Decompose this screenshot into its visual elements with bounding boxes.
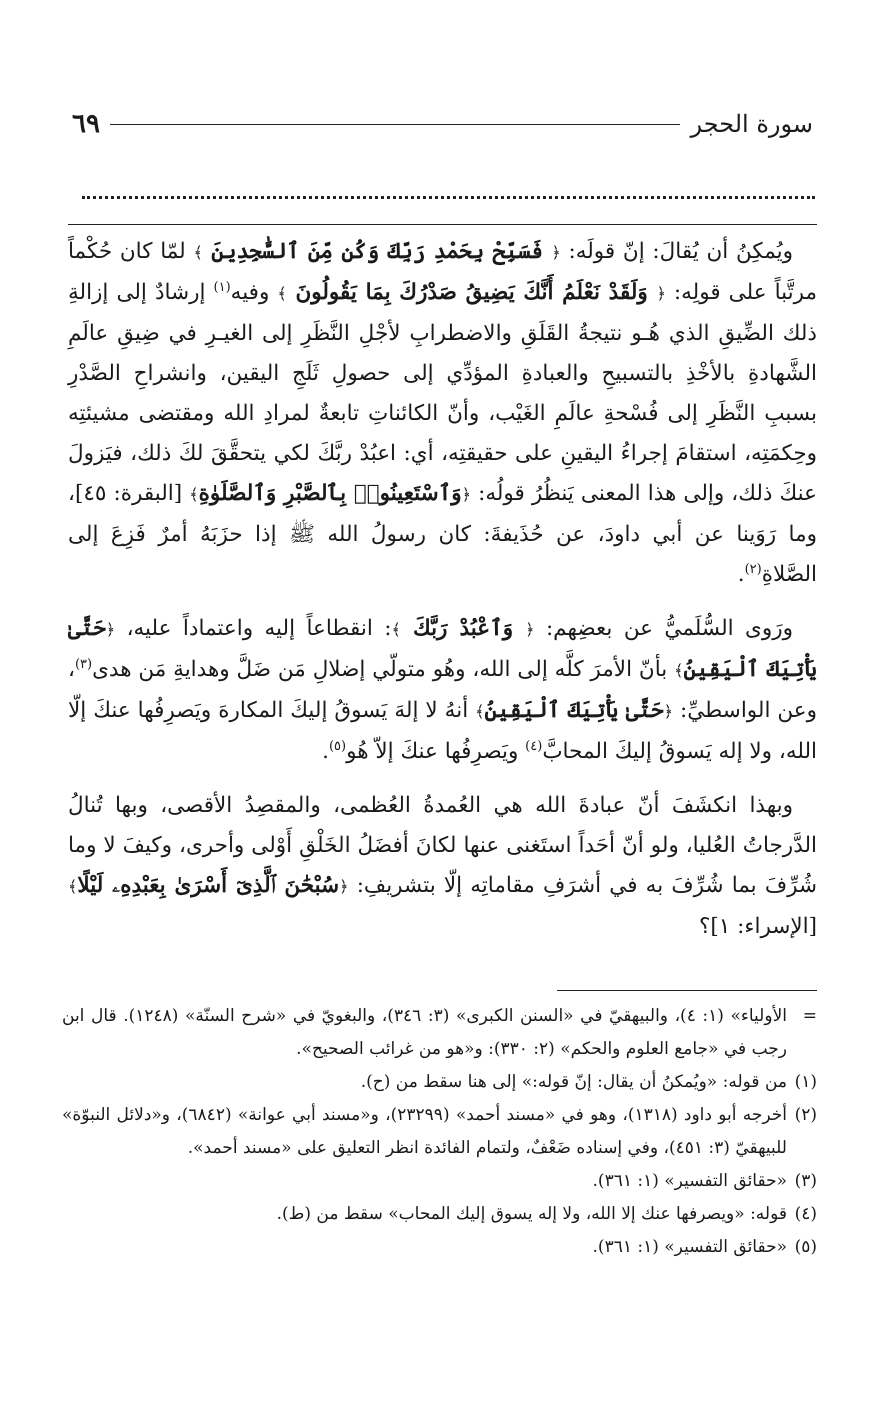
text-run: بأنّ الأمرَ كلَّه إلى الله، وهُو متولّي إضلالِ مَن ضَلَّ وهدايةِ مَن هدى — [92, 657, 675, 682]
quran-verse: حَتَّىٰ يَأْتِيَكَ ٱلْيَقِينُ — [484, 698, 664, 723]
footnote-text: قوله: «ويصرفها عنك إلا الله، ولا إله يسوق إليك المحاب» سقط من (ط). — [276, 1204, 787, 1224]
ornate-bracket: ﴿ — [525, 620, 535, 639]
text-run: إرشادٌ إلى إزالةِ ذلك الضِّيقِ الذي هُـو نتيجةُ القَلَقِ والاضطرابِ لأجْلِ النَّظَرِ إلى الغيـرِ في ضِيقِ عالَمِ الشَّهادةِ بالأخْذِ بالتسبيحِ والعبادةِ المؤدِّي إلى حصولِ ثَلَجِ اليقين، وانشراحِ الصَّدْرِ بسببِ النَّظَرِ إلى فُسْحةِ عالَمِ الغَيْب، وأنّ الكائناتِ تابعةٌ لمرادِ الله ومقتضى مشيئتِه وحِكمَتِه، استقامَ إجراءُ اليقينِ على حقيقتِه، أي: اعبُدْ ربَّكَ لكي يتحقَّقَ لكَ ذلك، فيَزولَ عنكَ ذلك، وإلى هذا المعنى يَنظُرُ قولُه: — [68, 280, 817, 506]
paragraph — [68, 609, 817, 772]
text-run: ويَصرِفُها عنكَ إلاّ هُو — [346, 739, 526, 764]
footnote-number: (٣) — [794, 1171, 817, 1191]
footnote — [62, 1066, 817, 1099]
footnote — [62, 1198, 817, 1231]
footnote-number: (١) — [794, 1072, 817, 1092]
quran-verse: فَسَبِّحْ بِحَمْدِ رَبِّكَ وَكُن مِّنَ ٱلسَّٰجِدِينَ — [202, 239, 552, 264]
footnote-reference: (٢) — [744, 561, 762, 577]
quran-verse: وَلَقَدْ نَعْلَمُ أَنَّكَ يَضِيقُ صَدْرُكَ بِمَا يَقُولُونَ — [286, 280, 657, 305]
ornate-bracket: ﴾ — [189, 485, 199, 504]
ornate-bracket: ﴾ — [68, 877, 78, 896]
ornate-bracket: ﴾ — [391, 620, 401, 639]
header-rule — [110, 124, 681, 125]
page-number: ٦٩ — [72, 109, 100, 139]
text-run: . — [737, 562, 745, 587]
footnote-reference: (٤) — [525, 738, 543, 754]
text-run: ورَوى السُّلَميُّ عن بعضِهم: — [534, 616, 793, 641]
footnote-number: (٥) — [794, 1237, 817, 1257]
surah-title: سورة الحجر — [690, 110, 813, 138]
quran-verse: سُبْحَٰنَ ٱلَّذِىٓ أَسْرَىٰ بِعَبْدِهِۦ لَيْلًا — [77, 873, 340, 898]
footnote-text: «حقائق التفسير» (١: ٣٦١). — [592, 1237, 787, 1257]
footnote-text: «حقائق التفسير» (١: ٣٦١). — [592, 1171, 787, 1191]
footnote — [62, 1231, 817, 1264]
footnote-text: من قوله: «ويُمكنُ أن يقال: إنّ قوله:» إلى هنا سقط من (ح). — [360, 1072, 787, 1092]
text-run: [الإسراء: ١]؟ — [698, 914, 817, 939]
main-text — [68, 232, 817, 961]
ornate-bracket: ﴿ — [551, 243, 561, 262]
text-run: : انقطاعاً إليه واعتماداً عليه، — [115, 616, 392, 641]
ornate-bracket: ﴿ — [105, 620, 116, 639]
text-top-rule — [68, 224, 817, 225]
quran-verse: وَٱعْبُدْ رَبَّكَ — [400, 616, 526, 641]
footnote-number: = — [802, 1006, 817, 1026]
footnote-separator — [557, 990, 817, 991]
footnote — [62, 1099, 817, 1165]
footnote-reference: (٣) — [74, 656, 93, 672]
quran-verse: وَٱسْتَعِينُوا۟ بِٱلصَّبْرِ وَٱلصَّلَوٰةِ — [198, 481, 462, 506]
footnote — [62, 1000, 817, 1066]
ornate-bracket: ﴾ — [475, 702, 485, 721]
ornate-bracket: ﴾ — [277, 284, 287, 303]
paragraph — [68, 786, 817, 947]
text-run: لمّا كان حُكْماً مرتَّباً على قولِه: — [68, 239, 818, 305]
text-run: وبهذا انكشَفَ أنّ عبادةَ الله هي العُمدةُ العُظمى، والمقصِدُ الأقصى، وبها تُنالُ الدَّرجاتُ العُليا، ولو أنّ أحَداً استَغنى عنها لكانَ أفضَلُ الخَلْقِ أَوْلى وأحرى، وكيفَ لا وما شُرِّفَ بما شُرِّفَ به في أشرَفِ مقاماتِه إلّا بتشريفِ: — [68, 793, 818, 898]
ornate-bracket: ﴿ — [663, 702, 673, 721]
text-run: وفيه — [230, 280, 278, 305]
text-run: ويُمكِنُ أن يُقالَ: إنّ قولَه: — [560, 239, 793, 264]
ornate-bracket: ﴿ — [339, 877, 349, 896]
quran-verse: حَتَّىٰ يَأْتِيَكَ ٱلْيَقِينُ — [68, 616, 817, 682]
text-run: ، وعن الواسطيِّ: — [68, 657, 817, 723]
footnote-number: (٢) — [794, 1105, 817, 1125]
ornate-bracket: ﴾ — [674, 661, 684, 680]
text-run: . — [322, 739, 329, 764]
ornate-bracket: ﴿ — [656, 284, 666, 303]
ornate-bracket: ﴿ — [461, 485, 471, 504]
dotted-separator — [82, 196, 815, 199]
footnote — [62, 1165, 817, 1198]
footnote-text: الأولياء» (١: ٤)، والبيهقيّ في «السنن الكبرى» (٣: ٣٤٦)، والبغويّ في «شرح السنّة» (١٢٤٨). قال ابن رجب في «جامع العلوم والحكم» (٢: ٣٣٠): و«هو من غرائب الصحيح». — [62, 1006, 787, 1059]
footnotes — [62, 1000, 817, 1264]
running-header — [72, 104, 813, 144]
text-run: [البقرة: ٤٥]، وما رَوَينا عن أبي داودَ، عن حُذَيفةَ: كان رسولُ الله ﷺ إذا حزَبَهُ أمرٌ فَزِعَ إلى الصَّلاةِ — [68, 481, 817, 587]
footnote-text: أخرجه أبو داود (١٣١٨)، وهو في «مسند أحمد» (٢٣٢٩٩)، و«مسند أبي عوانة» (٦٨٤٢)، و«دلائل النبوّة» للبيهقيّ (٣: ٤٥١)، وفي إسناده ضَعْفٌ، ولتمام الفائدة انظر التعليق على «مسند أحمد». — [62, 1105, 787, 1158]
paragraph — [68, 232, 817, 595]
footnote-reference: (٥) — [328, 738, 347, 754]
ornate-bracket: ﴾ — [193, 243, 203, 262]
footnote-number: (٤) — [794, 1204, 817, 1224]
footnote-reference: (١) — [213, 279, 231, 295]
text-run: أنهُ لا إلهَ يَسوقُ إليكَ المكارهَ ويَصرِفُها عنكَ إلّا الله، ولا إله يَسوقُ إليكَ المحابَّ — [68, 698, 817, 764]
